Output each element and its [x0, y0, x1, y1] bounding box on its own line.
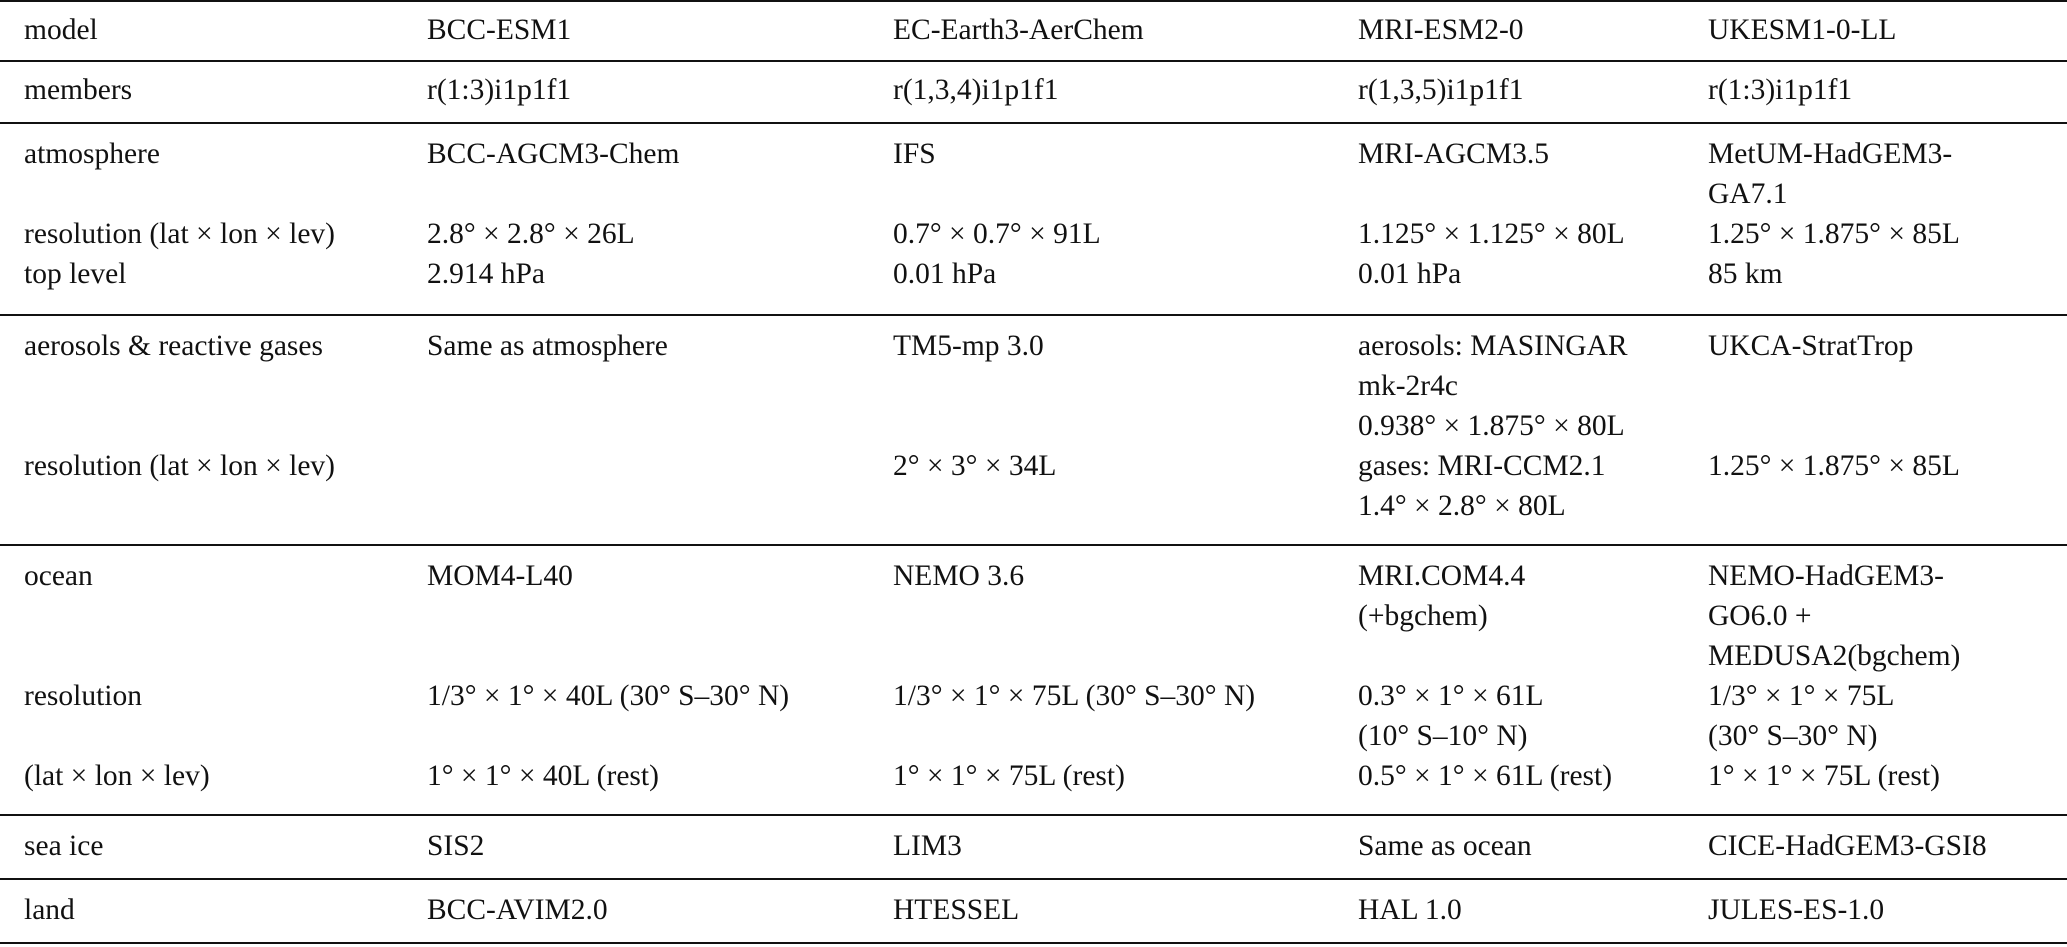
cell-line: resolution (lat × lon × lev): [24, 450, 336, 482]
cell-line: (10° S–10° N): [1358, 720, 1528, 752]
cell-line: GO6.0 +: [1708, 600, 1812, 632]
table-cell: [24, 70, 132, 110]
cell-line: 1.25° × 1.875° × 85L: [1708, 450, 1960, 482]
cell-line: BCC-AVIM2.0: [427, 894, 608, 926]
cell-line: MRI.COM4.4: [1358, 560, 1526, 592]
table-cell: [24, 326, 335, 486]
cell-line: [1708, 366, 1960, 406]
cell-line: UKCA-StratTrop: [1708, 330, 1914, 362]
table-cell: [1358, 890, 1462, 930]
header-cell-bcc-esm1: BCC-ESM1: [427, 14, 572, 46]
cell-line: 1° × 1° × 75L (rest): [1708, 760, 1940, 792]
cell-line: [427, 406, 668, 446]
header-cell-mri-esm2-0: MRI-ESM2-0: [1358, 14, 1524, 46]
cell-line: r(1:3)i1p1f1: [1708, 74, 1853, 106]
cell-line: IFS: [893, 138, 936, 170]
cell-line: SIS2: [427, 830, 485, 862]
table-cell: [1708, 326, 1960, 486]
header-bottom-rule: [0, 60, 2067, 62]
cell-line: CICE-HadGEM3-GSI8: [1708, 830, 1987, 862]
table-cell: [427, 826, 484, 866]
cell-line: [24, 174, 335, 214]
cell-line: [427, 716, 789, 756]
cell-line: [1358, 174, 1625, 214]
cell-line: [24, 366, 335, 406]
cell-line: 1.125° × 1.125° × 80L: [1358, 218, 1625, 250]
cell-line: JULES-ES-1.0: [1708, 894, 1885, 926]
header-cell-ukesm1-0-ll: UKESM1-0-LL: [1708, 14, 1897, 46]
cell-line: 1/3° × 1° × 40L (30° S–30° N): [427, 680, 790, 712]
table-cell: [1708, 70, 1852, 110]
cell-line: resolution (lat × lon × lev): [24, 218, 336, 250]
cell-line: [893, 366, 1056, 406]
cell-line: 1° × 1° × 40L (rest): [427, 760, 659, 792]
cell-line: resolution: [24, 680, 142, 712]
cell-line: [427, 446, 668, 486]
cell-line: 0.938° × 1.875° × 80L: [1358, 410, 1625, 442]
cell-line: aerosols: MASINGAR: [1358, 330, 1628, 362]
cell-line: [893, 406, 1056, 446]
cell-line: [1708, 406, 1960, 446]
cell-line: 1/3° × 1° × 75L (30° S–30° N): [893, 680, 1256, 712]
table-cell: [893, 326, 1056, 486]
cell-line: [24, 716, 210, 756]
cell-line: [893, 596, 1255, 636]
cell-line: 1.4° × 2.8° × 80L: [1358, 490, 1566, 522]
header-cell-ec-earth3-aerchem: EC-Earth3-AerChem: [893, 14, 1144, 46]
cell-line: ocean: [24, 560, 93, 592]
cell-line: [893, 636, 1255, 676]
cell-line: land: [24, 894, 75, 926]
header-cell-model: model: [24, 14, 98, 46]
cell-line: r(1,3,4)i1p1f1: [893, 74, 1059, 106]
table-cell: [427, 556, 789, 796]
table-cell: [1358, 70, 1524, 110]
cell-line: 0.01 hPa: [893, 258, 997, 290]
cell-line: Same as atmosphere: [427, 330, 668, 362]
table-cell: [1708, 890, 1884, 930]
table-cell: [427, 134, 679, 294]
table-cell: [1708, 826, 1987, 866]
cell-line: MetUM-HadGEM3-: [1708, 138, 1953, 170]
cell-line: MRI-AGCM3.5: [1358, 138, 1549, 170]
cell-line: [1358, 636, 1612, 676]
cell-line: MEDUSA2(bgchem): [1708, 640, 1961, 672]
cell-line: GA7.1: [1708, 178, 1788, 210]
table-cell: [24, 556, 210, 796]
table-cell: [24, 134, 335, 294]
table-cell: [893, 556, 1255, 796]
table-cell: [1358, 134, 1625, 294]
cell-line: [427, 636, 789, 676]
cell-line: 0.3° × 1° × 61L: [1358, 680, 1544, 712]
cell-line: (+bgchem): [1358, 600, 1488, 632]
table-cell: [1358, 326, 1628, 526]
cell-line: [24, 406, 335, 446]
cell-line: 85 km: [1708, 258, 1783, 290]
cell-line: (lat × lon × lev): [24, 760, 210, 792]
rule-after-atmosphere: [0, 314, 2067, 316]
cell-line: MOM4-L40: [427, 560, 573, 592]
cell-line: gases: MRI-CCM2.1: [1358, 450, 1606, 482]
cell-line: BCC-AGCM3-Chem: [427, 138, 680, 170]
cell-line: [24, 636, 210, 676]
table-bottom-rule: [0, 942, 2067, 944]
cell-line: Same as ocean: [1358, 830, 1532, 862]
cell-line: TM5-mp 3.0: [893, 330, 1044, 362]
cell-line: [893, 174, 1101, 214]
cell-line: aerosols & reactive gases: [24, 330, 323, 362]
table-cell: [1358, 556, 1612, 796]
cell-line: [427, 174, 679, 214]
cell-line: sea ice: [24, 830, 104, 862]
cell-line: 0.7° × 0.7° × 91L: [893, 218, 1101, 250]
cell-line: r(1,3,5)i1p1f1: [1358, 74, 1524, 106]
table-top-rule: [0, 0, 2067, 2]
cell-line: [893, 716, 1255, 756]
cell-line: 1.25° × 1.875° × 85L: [1708, 218, 1960, 250]
cell-line: 2° × 3° × 34L: [893, 450, 1057, 482]
cell-line: 2.8° × 2.8° × 26L: [427, 218, 635, 250]
table-cell: [1358, 826, 1532, 866]
cell-line: HTESSEL: [893, 894, 1020, 926]
cell-line: HAL 1.0: [1358, 894, 1462, 926]
rule-after-members: [0, 122, 2067, 124]
cell-line: [427, 366, 668, 406]
table-cell: [1708, 556, 1960, 796]
cell-line: 0.01 hPa: [1358, 258, 1462, 290]
table-cell: [427, 70, 571, 110]
cell-line: [427, 596, 789, 636]
cell-line: 2.914 hPa: [427, 258, 545, 290]
cell-line: [24, 596, 210, 636]
rule-after-ocean: [0, 814, 2067, 816]
table-cell: [893, 134, 1101, 294]
cell-line: LIM3: [893, 830, 962, 862]
cell-line: 0.5° × 1° × 61L (rest): [1358, 760, 1613, 792]
table-cell: [24, 890, 75, 930]
table-cell: [1708, 134, 1960, 294]
table-cell: [893, 70, 1059, 110]
cell-line: 1° × 1° × 75L (rest): [893, 760, 1125, 792]
cell-line: atmosphere: [24, 138, 160, 170]
table-cell: [24, 826, 103, 866]
cell-line: top level: [24, 258, 127, 290]
cell-line: NEMO-HadGEM3-: [1708, 560, 1944, 592]
table-cell: [427, 326, 668, 486]
table-cell: [427, 890, 608, 930]
cell-line: (30° S–30° N): [1708, 720, 1878, 752]
cell-line: mk-2r4c: [1358, 370, 1458, 402]
rule-after-aerosols: [0, 544, 2067, 546]
rule-after-seaice: [0, 878, 2067, 880]
table-cell: [893, 826, 962, 866]
cell-line: r(1:3)i1p1f1: [427, 74, 572, 106]
cell-line: members: [24, 74, 133, 106]
table-cell: [893, 890, 1019, 930]
cell-line: NEMO 3.6: [893, 560, 1025, 592]
cell-line: 1/3° × 1° × 75L: [1708, 680, 1895, 712]
